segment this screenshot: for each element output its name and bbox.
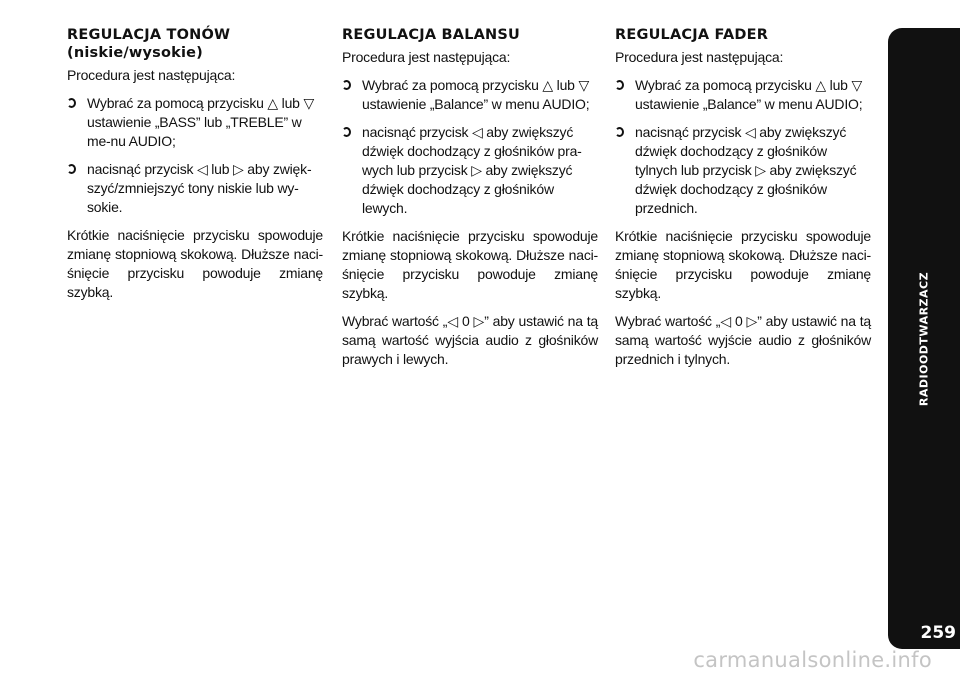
intro-text: Procedura jest następująca: [342,49,511,65]
list-item-text: Wybrać za pomocą przycisku △ lub ▽ ustawienie „Balance” w menu AUDIO; [362,77,590,112]
body-paragraph: Krótkie naciśnięcie przycisku spowoduje zmianę stopniową skokową. Dłuższe naci-śnięcie przycisku powoduje zmianę szybką. [67,227,323,300]
list-item [342,123,598,218]
section-heading: REGULACJA BALANSU [342,27,521,43]
body-paragraph: Krótkie naciśnięcie przycisku spowoduje zmianę stopniową skokową. Dłuższe naci-śnięcie przycisku powoduje zmianę szybką. [615,228,871,301]
chapter-tab [888,28,960,649]
list-item [342,76,598,114]
list-item [615,76,871,114]
list-item [67,160,323,217]
list-item [67,94,323,151]
list-item [615,123,871,218]
chapter-label: RADIOODTWARZACZ [917,271,931,406]
bullet-icon [67,98,76,108]
bullet-icon [342,80,351,90]
section-fader-regulation [615,26,871,378]
list-item-text: Wybrać za pomocą przycisku △ lub ▽ ustawienie „BASS” lub „TREBLE” w me-nu AUDIO; [87,95,315,149]
watermark-text: carmanualsonline.info [693,648,932,672]
body-paragraph: Wybrać wartość „◁ 0 ▷” aby ustawić na tą samą wartość wyjścia audio z głośników prawych i lewych. [342,313,598,367]
bullet-icon [615,80,624,90]
list-item-text: nacisnąć przycisk ◁ aby zwiększyć dźwięk dochodzący z głośników pra-wych lub przycisk ▷ aby zwiększyć dźwięk dochodzący z głośników lewych. [362,124,582,216]
intro-text: Procedura jest następująca: [67,67,236,83]
section-heading: REGULACJA FADER [615,27,769,43]
bullet-icon [342,127,351,137]
list-item-text: Wybrać za pomocą przycisku △ lub ▽ ustawienie „Balance” w menu AUDIO; [635,77,863,112]
section-balance-regulation [342,26,598,378]
section-heading: REGULACJA TONÓW (niskie/wysokie) [67,27,231,61]
section-tone-regulation [67,26,323,311]
body-paragraph: Wybrać wartość „◁ 0 ▷” aby ustawić na tą samą wartość wyjście audio z głośników przednich i tylnych. [615,313,871,367]
page-number: 259 [920,623,956,643]
list-item-text: nacisnąć przycisk ◁ lub ▷ aby zwięk-szyć/zmniejszyć tony niskie lub wy-sokie. [87,161,312,215]
list-item-text: nacisnąć przycisk ◁ aby zwiększyć dźwięk dochodzący z głośników tylnych lub przycisk ▷ aby zwiększyć dźwięk dochodzący z głośników przednich. [635,124,857,216]
intro-text: Procedura jest następująca: [615,49,784,65]
bullet-icon [615,127,624,137]
bullet-icon [67,164,76,174]
body-paragraph: Krótkie naciśnięcie przycisku spowoduje zmianę stopniową skokową. Dłuższe naci-śnięcie przycisku powoduje zmianę szybką. [342,228,598,301]
